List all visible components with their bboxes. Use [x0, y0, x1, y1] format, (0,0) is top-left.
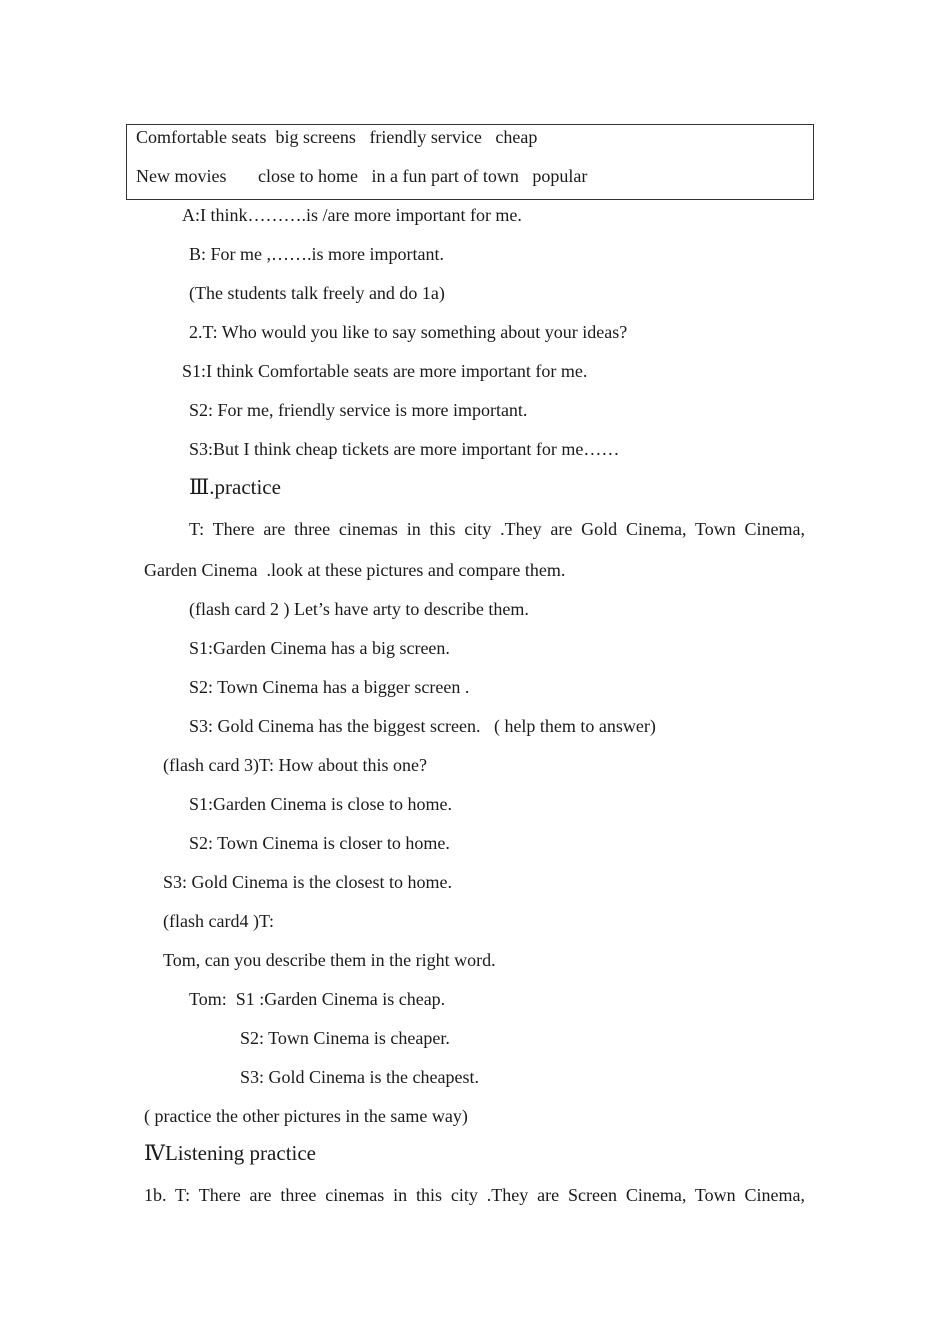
practice-note: ( practice the other pictures in the same way)	[144, 1106, 468, 1126]
paragraph-cinemas: T: There are three cinemas in this city .They are Gold Cinema, Town Cinema,	[189, 519, 805, 539]
student-answer-2: S2: For me, friendly service is more important.	[189, 400, 528, 420]
vocabulary-row-2: New movies close to home in a fun part of town popular	[136, 166, 588, 186]
home-answer-2: S2: Town Cinema is closer to home.	[189, 833, 450, 853]
teacher-question: 2.T: Who would you like to say something about your ideas?	[189, 322, 628, 342]
home-answer-1: S1:Garden Cinema is close to home.	[189, 794, 452, 814]
dialogue-line-b: B: For me ,…….is more important.	[189, 244, 444, 264]
tom-question: Tom, can you describe them in the right word.	[163, 950, 496, 970]
vocabulary-row-1: Comfortable seats big screens friendly service cheap	[136, 127, 538, 147]
price-answer-1: Tom: S1 :Garden Cinema is cheap.	[189, 989, 446, 1009]
flash-card-3-line: (flash card 3)T: How about this one?	[163, 755, 428, 775]
instruction-line: (The students talk freely and do 1a)	[189, 283, 445, 303]
screen-answer-2: S2: Town Cinema has a bigger screen .	[189, 677, 470, 697]
student-answer-3: S3:But I think cheap tickets are more important for me……	[189, 439, 620, 459]
home-answer-3: S3: Gold Cinema is the closest to home.	[163, 872, 452, 892]
screen-answer-1: S1:Garden Cinema has a big screen.	[189, 638, 450, 658]
flash-card-4-line: (flash card4 )T:	[163, 911, 275, 931]
student-answer-1: S1:I think Comfortable seats are more important for me.	[182, 361, 588, 381]
screen-answer-3: S3: Gold Cinema has the biggest screen. ( help them to answer)	[189, 716, 656, 736]
listening-paragraph: 1b. T: There are three cinemas in this city .They are Screen Cinema, Town Cinema,	[144, 1185, 805, 1205]
vocabulary-box	[126, 124, 814, 200]
price-answer-2: S2: Town Cinema is cheaper.	[240, 1028, 450, 1048]
price-answer-3: S3: Gold Cinema is the cheapest.	[240, 1067, 479, 1087]
dialogue-line-a: A:I think……….is /are more important for me.	[182, 205, 522, 225]
paragraph-cinemas-cont: Garden Cinema .look at these pictures and compare them.	[144, 560, 566, 580]
section-heading-practice: Ⅲ.practice	[189, 475, 281, 499]
section-heading-listening: ⅣListening practice	[144, 1141, 316, 1165]
flash-card-2-line: (flash card 2 ) Let’s have arty to describe them.	[189, 599, 529, 619]
